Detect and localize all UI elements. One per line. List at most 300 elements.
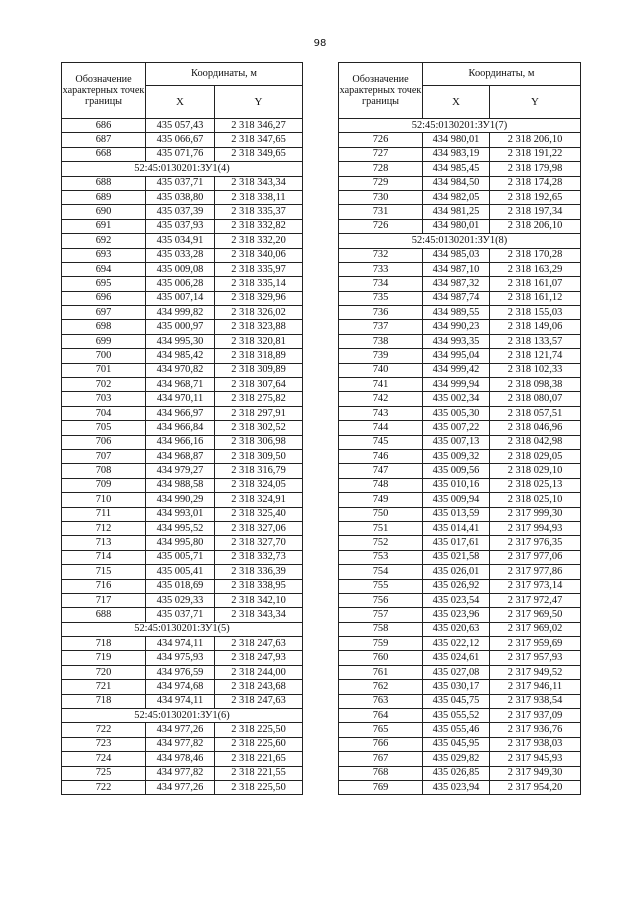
x-coordinate-cell: 434 968,87 [146,449,215,463]
point-number-cell: 768 [339,766,423,780]
point-number-cell: 705 [62,421,146,435]
y-coordinate-cell: 2 317 945,93 [490,752,581,766]
y-coordinate-cell: 2 318 161,07 [490,277,581,291]
table-row [339,162,581,176]
point-number-cell: 689 [62,190,146,204]
table-row [62,780,303,794]
x-coordinate-cell: 435 055,46 [423,723,490,737]
y-coordinate-cell: 2 317 949,52 [490,665,581,679]
table-row [339,665,581,679]
table-row [62,176,303,190]
table-row [62,190,303,204]
section-cadastral-number: 52:45:0130201:ЗУ1(4) [62,162,303,176]
table-row [339,205,581,219]
point-number-cell: 756 [339,593,423,607]
point-number-cell: 737 [339,320,423,334]
point-number-cell: 724 [62,752,146,766]
table-row [62,593,303,607]
table-row [62,219,303,233]
point-number-cell: 709 [62,478,146,492]
point-number-cell: 719 [62,651,146,665]
y-coordinate-cell: 2 318 327,06 [215,521,303,535]
section-cadastral-number: 52:45:0130201:ЗУ1(8) [339,234,581,248]
y-coordinate-cell: 2 317 976,35 [490,536,581,550]
point-number-cell: 698 [62,320,146,334]
point-number-cell: 754 [339,565,423,579]
y-coordinate-cell: 2 318 225,60 [215,737,303,751]
section-cadastral-number: 52:45:0130201:ЗУ1(6) [62,709,303,723]
header-designation: Обозначение характерных точек границы [339,63,423,119]
x-coordinate-cell: 434 985,42 [146,349,215,363]
table-row [62,392,303,406]
point-number-cell: 752 [339,536,423,550]
table-row [339,493,581,507]
x-coordinate-cell: 434 966,16 [146,435,215,449]
y-coordinate-cell: 2 318 179,98 [490,162,581,176]
table-row [62,306,303,320]
section-row [62,622,303,636]
x-coordinate-cell: 434 984,50 [423,176,490,190]
y-coordinate-cell: 2 318 025,10 [490,493,581,507]
y-coordinate-cell: 2 318 163,29 [490,262,581,276]
y-coordinate-cell: 2 317 959,69 [490,637,581,651]
point-number-cell: 688 [62,176,146,190]
x-coordinate-cell: 434 977,82 [146,737,215,751]
point-number-cell: 734 [339,277,423,291]
y-coordinate-cell: 2 317 954,20 [490,780,581,794]
table-row [62,363,303,377]
point-number-cell: 738 [339,334,423,348]
table-row [62,723,303,737]
y-coordinate-cell: 2 318 324,05 [215,478,303,492]
y-coordinate-cell: 2 318 342,10 [215,593,303,607]
table-row [62,291,303,305]
table-row [62,521,303,535]
x-coordinate-cell: 434 988,58 [146,478,215,492]
y-coordinate-cell: 2 318 316,79 [215,464,303,478]
header-coordinates: Координаты, м [423,63,581,86]
y-coordinate-cell: 2 318 174,28 [490,176,581,190]
point-number-cell: 725 [62,766,146,780]
x-coordinate-cell: 434 995,30 [146,334,215,348]
y-coordinate-cell: 2 318 332,20 [215,234,303,248]
point-number-cell: 749 [339,493,423,507]
y-coordinate-cell: 2 318 323,88 [215,320,303,334]
table-row [339,176,581,190]
table-row [339,291,581,305]
table-row [339,680,581,694]
x-coordinate-cell: 434 989,55 [423,306,490,320]
y-coordinate-cell: 2 317 977,86 [490,565,581,579]
y-coordinate-cell: 2 318 244,00 [215,665,303,679]
x-coordinate-cell: 435 066,67 [146,133,215,147]
table-row [62,665,303,679]
x-coordinate-cell: 435 071,76 [146,147,215,161]
x-coordinate-cell: 435 026,01 [423,565,490,579]
point-number-cell: 707 [62,449,146,463]
y-coordinate-cell: 2 317 972,47 [490,593,581,607]
x-coordinate-cell: 434 993,01 [146,507,215,521]
point-number-cell: 697 [62,306,146,320]
table-row [62,694,303,708]
x-coordinate-cell: 434 987,32 [423,277,490,291]
point-number-cell: 769 [339,780,423,794]
table-row [62,680,303,694]
table-row [339,694,581,708]
table-row [339,550,581,564]
table-row [62,464,303,478]
x-coordinate-cell: 435 018,69 [146,579,215,593]
y-coordinate-cell: 2 318 042,98 [490,435,581,449]
y-coordinate-cell: 2 318 309,89 [215,363,303,377]
point-number-cell: 731 [339,205,423,219]
point-number-cell: 726 [339,219,423,233]
x-coordinate-cell: 434 999,94 [423,378,490,392]
point-number-cell: 727 [339,147,423,161]
point-number-cell: 718 [62,694,146,708]
point-number-cell: 760 [339,651,423,665]
table-row [62,234,303,248]
point-number-cell: 748 [339,478,423,492]
x-coordinate-cell: 435 022,12 [423,637,490,651]
table-row [339,349,581,363]
table-row [339,435,581,449]
y-coordinate-cell: 2 318 338,11 [215,190,303,204]
x-coordinate-cell: 434 987,74 [423,291,490,305]
x-coordinate-cell: 434 980,01 [423,133,490,147]
point-number-cell: 715 [62,565,146,579]
y-coordinate-cell: 2 318 343,34 [215,608,303,622]
x-coordinate-cell: 435 023,96 [423,608,490,622]
y-coordinate-cell: 2 318 243,68 [215,680,303,694]
x-coordinate-cell: 434 999,82 [146,306,215,320]
x-coordinate-cell: 435 009,56 [423,464,490,478]
point-number-cell: 712 [62,521,146,535]
table-row [62,334,303,348]
x-coordinate-cell: 434 981,25 [423,205,490,219]
x-coordinate-cell: 434 970,82 [146,363,215,377]
section-row [339,234,581,248]
y-coordinate-cell: 2 318 336,39 [215,565,303,579]
x-coordinate-cell: 434 980,01 [423,219,490,233]
y-coordinate-cell: 2 318 320,81 [215,334,303,348]
table-row [62,478,303,492]
x-coordinate-cell: 434 985,03 [423,248,490,262]
y-coordinate-cell: 2 318 133,57 [490,334,581,348]
x-coordinate-cell: 434 985,45 [423,162,490,176]
header-x: X [423,86,490,119]
y-coordinate-cell: 2 318 306,98 [215,435,303,449]
x-coordinate-cell: 434 987,10 [423,262,490,276]
y-coordinate-cell: 2 317 994,93 [490,521,581,535]
y-coordinate-cell: 2 318 155,03 [490,306,581,320]
point-number-cell: 704 [62,406,146,420]
point-number-cell: 729 [339,176,423,190]
point-number-cell: 694 [62,262,146,276]
table-row [339,478,581,492]
y-coordinate-cell: 2 318 326,02 [215,306,303,320]
y-coordinate-cell: 2 318 149,06 [490,320,581,334]
table-row [339,219,581,233]
x-coordinate-cell: 435 023,94 [423,780,490,794]
x-coordinate-cell: 435 037,71 [146,176,215,190]
y-coordinate-cell: 2 317 977,06 [490,550,581,564]
y-coordinate-cell: 2 318 080,07 [490,392,581,406]
x-coordinate-cell: 435 027,08 [423,665,490,679]
y-coordinate-cell: 2 318 324,91 [215,493,303,507]
point-number-cell: 716 [62,579,146,593]
y-coordinate-cell: 2 317 949,30 [490,766,581,780]
section-cadastral-number: 52:45:0130201:ЗУ1(5) [62,622,303,636]
point-number-cell: 692 [62,234,146,248]
x-coordinate-cell: 435 007,13 [423,435,490,449]
x-coordinate-cell: 434 977,82 [146,766,215,780]
x-coordinate-cell: 434 995,04 [423,349,490,363]
header-y: Y [215,86,303,119]
x-coordinate-cell: 435 007,22 [423,421,490,435]
y-coordinate-cell: 2 317 969,50 [490,608,581,622]
table-row [62,406,303,420]
x-coordinate-cell: 434 966,84 [146,421,215,435]
table-row [62,262,303,276]
table-row [62,248,303,262]
point-number-cell: 722 [62,723,146,737]
table-row [62,147,303,161]
page-number: 98 [313,38,327,49]
x-coordinate-cell: 435 000,97 [146,320,215,334]
x-coordinate-cell: 435 034,91 [146,234,215,248]
x-coordinate-cell: 435 037,93 [146,219,215,233]
point-number-cell: 696 [62,291,146,305]
y-coordinate-cell: 2 318 247,63 [215,637,303,651]
table-row [62,565,303,579]
y-coordinate-cell: 2 318 197,34 [490,205,581,219]
x-coordinate-cell: 435 002,34 [423,392,490,406]
point-number-cell: 717 [62,593,146,607]
y-coordinate-cell: 2 318 025,13 [490,478,581,492]
point-number-cell: 695 [62,277,146,291]
y-coordinate-cell: 2 318 206,10 [490,219,581,233]
x-coordinate-cell: 435 037,71 [146,608,215,622]
table-row [62,507,303,521]
point-number-cell: 745 [339,435,423,449]
point-number-cell: 722 [62,780,146,794]
point-number-cell: 687 [62,133,146,147]
x-coordinate-cell: 434 977,26 [146,780,215,794]
point-number-cell: 732 [339,248,423,262]
x-coordinate-cell: 434 974,11 [146,637,215,651]
x-coordinate-cell: 435 033,28 [146,248,215,262]
table-row [339,147,581,161]
point-number-cell: 740 [339,363,423,377]
y-coordinate-cell: 2 317 938,03 [490,737,581,751]
x-coordinate-cell: 435 017,61 [423,536,490,550]
point-number-cell: 703 [62,392,146,406]
y-coordinate-cell: 2 318 340,06 [215,248,303,262]
y-coordinate-cell: 2 318 343,34 [215,176,303,190]
x-coordinate-cell: 435 057,43 [146,119,215,133]
table-row [339,406,581,420]
y-coordinate-cell: 2 318 206,10 [490,133,581,147]
point-number-cell: 668 [62,147,146,161]
table-row [339,608,581,622]
point-number-cell: 706 [62,435,146,449]
y-coordinate-cell: 2 318 349,65 [215,147,303,161]
y-coordinate-cell: 2 317 938,54 [490,694,581,708]
y-coordinate-cell: 2 318 057,51 [490,406,581,420]
table-row [62,435,303,449]
x-coordinate-cell: 434 978,46 [146,752,215,766]
table-row [339,464,581,478]
table-row [339,565,581,579]
point-number-cell: 759 [339,637,423,651]
point-number-cell: 750 [339,507,423,521]
x-coordinate-cell: 434 975,93 [146,651,215,665]
table-row [339,378,581,392]
table-row [339,752,581,766]
y-coordinate-cell: 2 317 957,93 [490,651,581,665]
y-coordinate-cell: 2 318 275,82 [215,392,303,406]
y-coordinate-cell: 2 318 247,93 [215,651,303,665]
point-number-cell: 764 [339,709,423,723]
table-row [62,320,303,334]
header-x: X [146,86,215,119]
header-coordinates: Координаты, м [146,63,303,86]
y-coordinate-cell: 2 318 332,82 [215,219,303,233]
table-row [62,378,303,392]
x-coordinate-cell: 435 024,61 [423,651,490,665]
point-number-cell: 690 [62,205,146,219]
point-number-cell: 735 [339,291,423,305]
point-number-cell: 728 [339,162,423,176]
x-coordinate-cell: 435 006,28 [146,277,215,291]
point-number-cell: 691 [62,219,146,233]
y-coordinate-cell: 2 318 338,95 [215,579,303,593]
table-row [62,637,303,651]
header-y: Y [490,86,581,119]
table-row [339,449,581,463]
point-number-cell: 746 [339,449,423,463]
table-row [62,493,303,507]
point-number-cell: 757 [339,608,423,622]
table-row [339,392,581,406]
table-row [62,277,303,291]
y-coordinate-cell: 2 318 318,89 [215,349,303,363]
x-coordinate-cell: 434 970,11 [146,392,215,406]
table-row [62,651,303,665]
table-row [339,320,581,334]
y-coordinate-cell: 2 318 327,70 [215,536,303,550]
x-coordinate-cell: 434 990,23 [423,320,490,334]
x-coordinate-cell: 434 993,35 [423,334,490,348]
point-number-cell: 741 [339,378,423,392]
y-coordinate-cell: 2 318 307,64 [215,378,303,392]
table-row [339,306,581,320]
y-coordinate-cell: 2 318 192,65 [490,190,581,204]
x-coordinate-cell: 434 982,05 [423,190,490,204]
table-row [62,205,303,219]
point-number-cell: 743 [339,406,423,420]
x-coordinate-cell: 434 966,97 [146,406,215,420]
y-coordinate-cell: 2 318 102,33 [490,363,581,377]
point-number-cell: 699 [62,334,146,348]
y-coordinate-cell: 2 318 191,22 [490,147,581,161]
table-row [339,334,581,348]
x-coordinate-cell: 435 055,52 [423,709,490,723]
table-row [339,133,581,147]
coordinates-table-right [338,62,581,795]
table-row [339,248,581,262]
x-coordinate-cell: 435 045,75 [423,694,490,708]
point-number-cell: 730 [339,190,423,204]
table-row [339,723,581,737]
y-coordinate-cell: 2 318 225,50 [215,723,303,737]
table-row [339,593,581,607]
point-number-cell: 765 [339,723,423,737]
table-row [339,190,581,204]
x-coordinate-cell: 434 999,42 [423,363,490,377]
table-row [339,507,581,521]
y-coordinate-cell: 2 318 346,27 [215,119,303,133]
y-coordinate-cell: 2 318 098,38 [490,378,581,392]
y-coordinate-cell: 2 318 309,50 [215,449,303,463]
y-coordinate-cell: 2 318 221,55 [215,766,303,780]
point-number-cell: 766 [339,737,423,751]
table-row [339,579,581,593]
x-coordinate-cell: 435 009,32 [423,449,490,463]
x-coordinate-cell: 434 983,19 [423,147,490,161]
y-coordinate-cell: 2 318 225,50 [215,780,303,794]
table-row [339,536,581,550]
x-coordinate-cell: 435 030,17 [423,680,490,694]
table-row [339,262,581,276]
point-number-cell: 753 [339,550,423,564]
point-number-cell: 686 [62,119,146,133]
table-row [339,651,581,665]
point-number-cell: 693 [62,248,146,262]
table-row [62,550,303,564]
point-number-cell: 688 [62,608,146,622]
x-coordinate-cell: 434 979,27 [146,464,215,478]
point-number-cell: 714 [62,550,146,564]
point-number-cell: 710 [62,493,146,507]
table-row [62,752,303,766]
x-coordinate-cell: 435 005,41 [146,565,215,579]
y-coordinate-cell: 2 318 335,97 [215,262,303,276]
point-number-cell: 755 [339,579,423,593]
x-coordinate-cell: 435 009,94 [423,493,490,507]
point-number-cell: 708 [62,464,146,478]
table-row [339,637,581,651]
y-coordinate-cell: 2 318 332,73 [215,550,303,564]
point-number-cell: 701 [62,363,146,377]
table-row [339,709,581,723]
x-coordinate-cell: 435 023,54 [423,593,490,607]
x-coordinate-cell: 435 009,08 [146,262,215,276]
table-row [62,349,303,363]
x-coordinate-cell: 434 968,71 [146,378,215,392]
x-coordinate-cell: 435 038,80 [146,190,215,204]
y-coordinate-cell: 2 318 335,37 [215,205,303,219]
y-coordinate-cell: 2 318 297,91 [215,406,303,420]
y-coordinate-cell: 2 318 335,14 [215,277,303,291]
y-coordinate-cell: 2 317 946,11 [490,680,581,694]
y-coordinate-cell: 2 318 121,74 [490,349,581,363]
table-row [62,608,303,622]
y-coordinate-cell: 2 318 221,65 [215,752,303,766]
point-number-cell: 747 [339,464,423,478]
point-number-cell: 739 [339,349,423,363]
